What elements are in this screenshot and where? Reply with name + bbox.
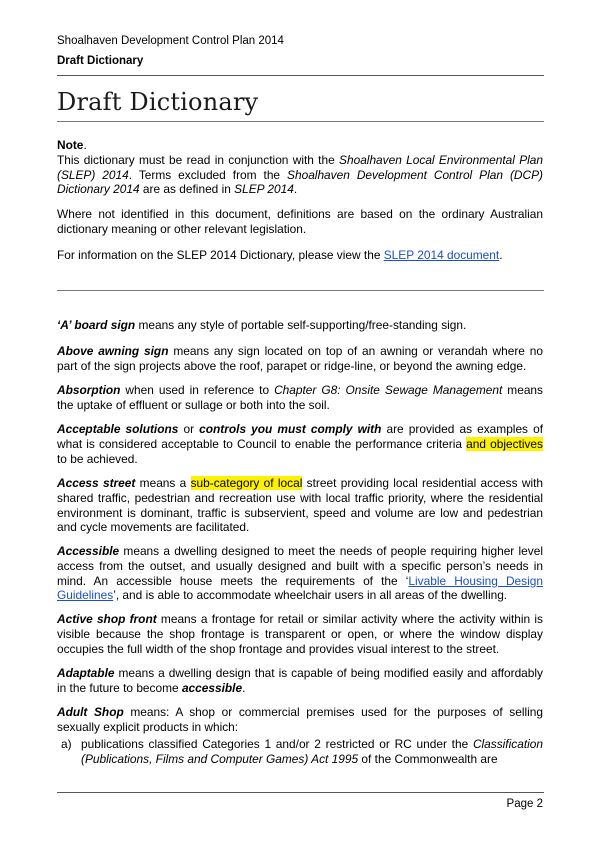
definition-accessible: Accessible means a dwelling designed to meet the needs of people requiring higher level access from the outset, and usually designed and built with a specific person’s needs in mind. An accessible house meets the requirements of the ‘Livable Housing Design Guidelines’, and is able to accommodate wheelchair users in all areas of the dwelling. (57, 544, 543, 603)
adult-shop-list (57, 737, 543, 767)
note-paragraph-2: Where not identified in this document, definitions are based on the ordinary Australian dictionary meaning or other relevant legislation. (57, 207, 543, 236)
definition-adaptable: Adaptable means a dwelling design that is capable of being modified easily and affordably in the future to become accessible. (57, 666, 543, 695)
title-divider (57, 121, 544, 122)
definition-active-shop-front: Active shop front means a frontage for retail or similar activity where the activity within is visible because the shop frontage is transparent or open, or where the window display occupies the full width of the shop frontage and provides visual interest to the street. (57, 612, 543, 656)
term-controls-you-must-comply-with: controls you must comply with (199, 422, 382, 436)
definition-a-board-sign: ‘A’ board sign means any style of portable self-supporting/free-standing sign. (57, 318, 467, 332)
note-paragraph-3: For information on the SLEP 2014 Dictionary, please view the SLEP 2014 document. (57, 248, 503, 262)
note-label: Note (57, 138, 84, 152)
term-absorption: Absorption (57, 383, 121, 397)
definition-acceptable-solutions: Acceptable solutions or controls you must comply with are provided as examples of what is considered acceptable to Council to enable the performance criteria and objectives to be achieved. (57, 422, 544, 466)
list-marker: a) (61, 737, 72, 751)
note-section (57, 138, 543, 197)
definition-absorption: Absorption when used in reference to Chapter G8: Onsite Sewage Management means the uptake of effluent or sullage or both into the soil. (57, 383, 543, 412)
page-number: Page 2 (506, 798, 543, 810)
definition-access-street: Access street means a sub-category of local street providing local residential access with shared traffic, pedestrian and recreation use with local traffic priority, where the residential environment is dominant, traffic is subservient, speed and volume are low and pedestrian and cycle movements are facilitated. (57, 476, 544, 535)
term-acceptable-solutions: Acceptable solutions (57, 422, 179, 436)
note-paragraph-1: Note. This dictionary must be read in conjunction with the Shoalhaven Local Environmental Plan (SLEP) 2014. Terms excluded from the Shoalhaven Development Control Plan (DCP) Dictionary 2014 are as defined in SLEP 2014. (57, 138, 544, 197)
note-divider (57, 290, 544, 291)
list-item: a) publications classified Categories 1 and/or 2 restricted or RC under the Classification (Publications, Films and Computer Games) Act 1995 of the Commonwealth are (57, 737, 543, 767)
page-title: Draft Dictionary (57, 88, 259, 116)
highlighted-text: sub-category of local (190, 476, 303, 490)
definition-adult-shop: Adult Shop means: A shop or commercial premises used for the purposes of selling sexually explicit products in which: (57, 705, 543, 734)
term-adult-shop: Adult Shop (57, 705, 124, 719)
term-a-board-sign: ‘A’ board sign (57, 318, 136, 332)
term-above-awning-sign: Above awning sign (57, 344, 169, 358)
term-active-shop-front: Active shop front (57, 612, 157, 626)
definition-above-awning-sign: Above awning sign means any sign located on top of an awning or verandah where no part of the sign projects above the roof, parapet or ridge-line, or beyond the awning edge. (57, 344, 543, 373)
footer-divider (57, 792, 544, 793)
header-section-title: Draft Dictionary (57, 55, 144, 67)
livable-housing-guidelines-link[interactable]: Livable Housing Design Guidelines (57, 573, 543, 603)
term-adaptable: Adaptable (57, 666, 115, 680)
header-divider (57, 75, 544, 76)
highlighted-text: and objectives (466, 436, 543, 451)
header-document-title: Shoalhaven Development Control Plan 2014 (57, 35, 284, 47)
term-accessible: Accessible (57, 544, 120, 558)
term-access-street: Access street (57, 476, 136, 490)
slep-2014-document-link[interactable]: SLEP 2014 document (383, 248, 500, 262)
